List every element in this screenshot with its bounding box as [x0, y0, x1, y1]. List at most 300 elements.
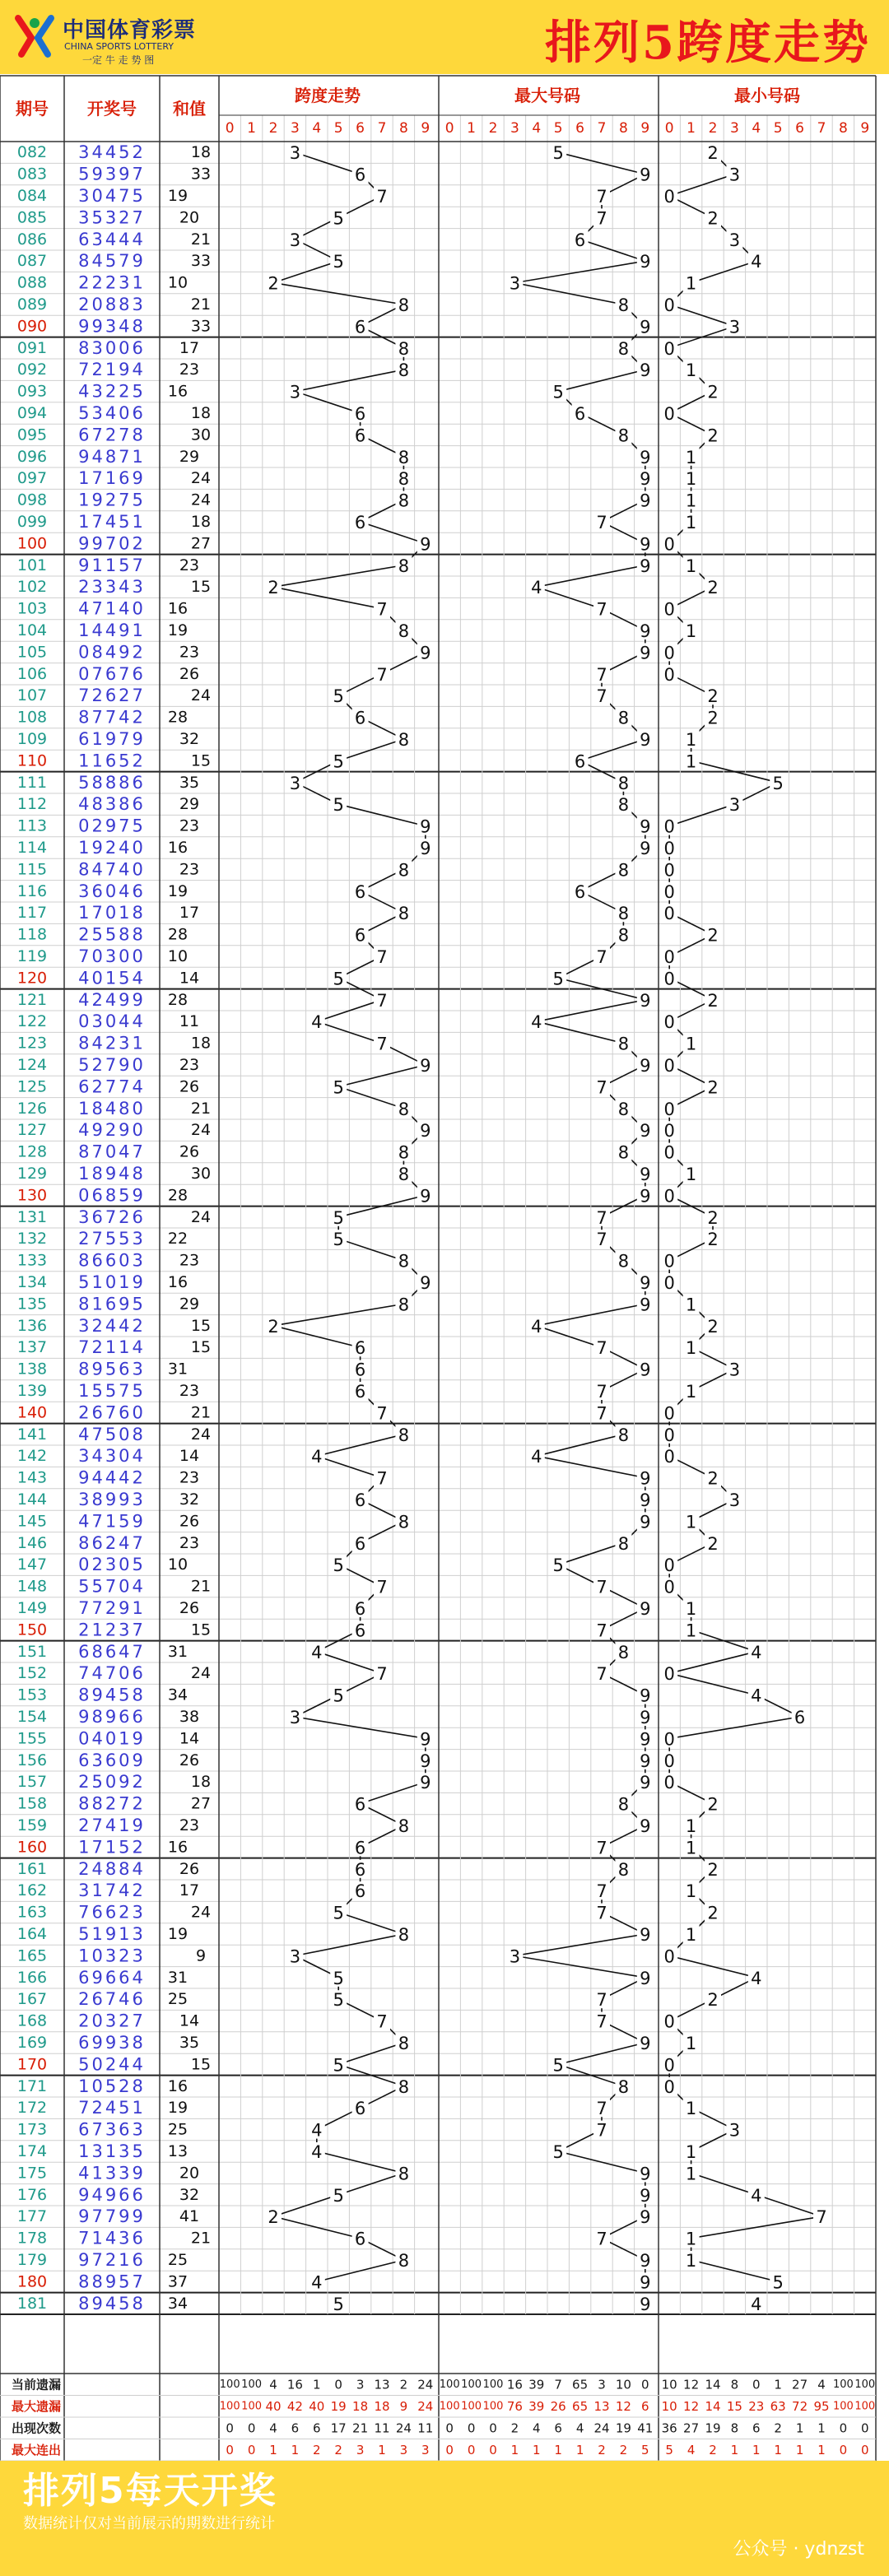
value-mark: 8 [398, 1295, 410, 1315]
draw-number: 83006 [78, 337, 146, 358]
draw-number: 13135 [78, 2141, 146, 2161]
draw-number: 21237 [78, 1620, 146, 1640]
value-mark: 5 [333, 1207, 344, 1228]
sum-value: 24 [190, 1121, 212, 1140]
issue-number: 106 [16, 664, 48, 683]
value-mark: 9 [640, 165, 651, 185]
value-mark: 5 [333, 1686, 344, 1706]
sum-value: 10 [167, 273, 189, 292]
stats-value: 21 [352, 2420, 369, 2436]
value-mark: 8 [398, 1816, 410, 1836]
value-mark: 7 [596, 664, 607, 685]
value-mark: 7 [376, 947, 388, 967]
digit-header: 3 [729, 120, 739, 137]
value-mark: 7 [596, 1838, 607, 1858]
draw-number: 42499 [78, 989, 146, 1010]
value-mark: 7 [596, 1664, 607, 1685]
value-mark: 8 [617, 708, 630, 728]
value-mark: 3 [728, 317, 741, 337]
draw-number: 70300 [78, 946, 146, 966]
stats-value: 1 [774, 2442, 782, 2457]
value-mark: 6 [574, 881, 586, 902]
draw-number: 48386 [78, 794, 146, 815]
sum-value: 31 [167, 1968, 189, 1987]
digit-header: 1 [467, 120, 477, 137]
digit-header: 6 [356, 120, 365, 137]
value-mark: 9 [640, 1599, 651, 1619]
stats-value: 100 [482, 2378, 504, 2391]
value-mark: 9 [640, 2185, 651, 2206]
value-mark: 1 [685, 1338, 697, 1359]
value-mark: 8 [617, 1642, 630, 1662]
value-mark: 2 [707, 925, 719, 946]
issue-number: 171 [16, 2076, 48, 2095]
value-mark: 6 [354, 1490, 366, 1510]
sum-value: 17 [179, 338, 200, 357]
value-mark: 5 [552, 1555, 564, 1576]
value-mark: 5 [333, 969, 344, 989]
sum-value: 26 [179, 1751, 200, 1769]
sum-value: 15 [190, 1338, 212, 1357]
draw-number: 91157 [78, 555, 146, 575]
value-mark: 6 [354, 1533, 366, 1554]
issue-number: 121 [16, 990, 48, 1009]
value-mark: 6 [354, 404, 366, 424]
value-mark: 4 [751, 1642, 762, 1662]
stats-value: 1 [378, 2442, 386, 2457]
stats-value: 3 [598, 2377, 606, 2392]
sum-value: 23 [179, 556, 200, 574]
stats-value: 95 [813, 2398, 830, 2414]
sum-value: 21 [190, 295, 212, 314]
issue-number: 132 [16, 1230, 48, 1248]
draw-number: 77291 [78, 1598, 146, 1618]
stats-label: 当前遗漏 [11, 2377, 62, 2392]
sum-value: 32 [179, 2185, 200, 2204]
stats-value: 4 [269, 2377, 277, 2392]
sum-value: 23 [179, 1056, 200, 1074]
draw-number: 69664 [78, 1967, 146, 1988]
value-mark: 8 [398, 730, 410, 750]
sum-value: 41 [179, 2207, 200, 2226]
value-mark: 7 [376, 1664, 388, 1685]
issue-number: 085 [16, 208, 48, 227]
stats-value: 0 [489, 2442, 497, 2457]
issue-number: 178 [16, 2229, 48, 2248]
digit-header: 9 [421, 120, 431, 137]
stats-value: 1 [730, 2442, 739, 2457]
value-mark: 5 [333, 208, 344, 229]
issue-number: 131 [16, 1207, 48, 1226]
value-mark: 1 [685, 2099, 697, 2119]
stats-value: 4 [817, 2377, 826, 2392]
value-mark: 2 [707, 1316, 719, 1337]
stats-value: 26 [550, 2398, 566, 2414]
sum-value: 24 [190, 469, 212, 488]
footer-title: 排列5每天开奖 [23, 2470, 277, 2512]
value-mark: 0 [663, 2011, 675, 2032]
sum-value: 26 [179, 1077, 200, 1096]
value-mark: 8 [398, 2034, 410, 2053]
value-mark: 2 [707, 708, 719, 728]
issue-number: 134 [16, 1273, 48, 1291]
issue-number: 120 [16, 969, 48, 988]
value-mark: 9 [640, 2294, 651, 2314]
value-mark: 4 [751, 1968, 762, 1988]
value-mark: 7 [596, 1903, 607, 1923]
stats-value: 3 [421, 2442, 430, 2457]
issue-number: 087 [16, 252, 48, 271]
issue-number: 091 [16, 338, 48, 357]
draw-number: 25588 [78, 924, 146, 945]
sum-value: 10 [167, 1555, 189, 1574]
issue-number: 116 [16, 881, 48, 900]
value-mark: 7 [596, 2011, 607, 2032]
stats-value: 100 [219, 2400, 240, 2413]
sum-value: 32 [179, 730, 200, 748]
value-mark: 5 [772, 773, 784, 793]
stats-value: 3 [356, 2377, 365, 2392]
issue-number: 179 [16, 2251, 48, 2269]
value-mark: 3 [289, 1708, 301, 1727]
sum-value: 22 [167, 1230, 189, 1248]
value-mark: 2 [707, 425, 719, 446]
draw-number: 94871 [78, 446, 146, 467]
issue-number: 166 [16, 1968, 48, 1987]
issue-number: 083 [16, 165, 48, 184]
stats-value: 2 [598, 2442, 606, 2457]
stats-value: 1 [795, 2442, 804, 2457]
value-mark: 9 [640, 2164, 651, 2184]
digit-header: 8 [398, 120, 408, 137]
value-mark: 0 [663, 1425, 675, 1445]
value-mark: 9 [640, 1490, 651, 1510]
value-mark: 9 [640, 2251, 651, 2271]
value-mark: 1 [685, 469, 697, 490]
value-mark: 8 [617, 1425, 630, 1445]
issue-number: 117 [16, 904, 48, 923]
value-mark: 9 [420, 1121, 431, 1142]
value-mark: 8 [398, 447, 410, 467]
draw-number: 47159 [78, 1511, 146, 1532]
issue-number: 136 [16, 1316, 48, 1335]
value-mark: 5 [552, 143, 564, 164]
draw-number: 17152 [78, 1837, 146, 1858]
value-mark: 7 [596, 1077, 607, 1098]
stats-value: 0 [489, 2420, 497, 2436]
value-mark: 9 [420, 1773, 431, 1793]
value-mark: 0 [663, 881, 675, 902]
value-mark: 4 [531, 1447, 542, 1467]
value-mark: 2 [707, 1077, 719, 1098]
draw-number: 55704 [78, 1576, 146, 1597]
draw-number: 74706 [78, 1663, 146, 1684]
issue-number: 160 [16, 1838, 48, 1857]
draw-number: 51913 [78, 1924, 146, 1944]
value-mark: 0 [663, 1186, 675, 1207]
value-mark: 6 [354, 708, 366, 728]
value-mark: 8 [398, 556, 410, 576]
sum-value: 18 [190, 513, 212, 531]
issue-number: 181 [16, 2294, 48, 2313]
value-mark: 9 [640, 1273, 651, 1293]
draw-number: 20327 [78, 2011, 146, 2031]
digit-header: 6 [575, 120, 585, 137]
value-mark: 3 [728, 165, 741, 185]
value-mark: 1 [685, 513, 697, 532]
sum-value: 19 [167, 881, 189, 900]
stats-value: 9 [399, 2398, 408, 2414]
draw-number: 67278 [78, 425, 146, 445]
section-header-1: 最大号码 [514, 86, 580, 105]
sum-value: 23 [179, 816, 200, 835]
value-mark: 8 [398, 904, 410, 924]
issue-number: 152 [16, 1664, 48, 1683]
issue-number: 105 [16, 643, 48, 662]
value-mark: 5 [333, 1555, 344, 1576]
sum-value: 18 [190, 1773, 212, 1792]
sum-value: 20 [179, 2164, 200, 2183]
value-mark: 7 [376, 1468, 388, 1489]
value-mark: 0 [663, 1729, 675, 1750]
stats-value: 0 [445, 2420, 454, 2436]
stats-value: 4 [533, 2420, 541, 2436]
stats-value: 65 [572, 2398, 589, 2414]
logo-subtitle: 一定 牛 走 势 图 [82, 54, 155, 66]
sum-value: 21 [190, 1577, 212, 1596]
value-mark: 3 [509, 1946, 521, 1967]
issue-number: 126 [16, 1099, 48, 1118]
issue-number: 156 [16, 1751, 48, 1769]
sum-value: 28 [167, 708, 189, 727]
stats-value: 100 [461, 2378, 482, 2391]
value-mark: 8 [617, 1142, 630, 1163]
value-mark: 2 [707, 1859, 719, 1880]
value-mark: 0 [663, 187, 675, 207]
draw-number: 27553 [78, 1229, 146, 1249]
draw-number: 89458 [78, 1685, 146, 1705]
issue-number: 114 [16, 839, 48, 857]
value-mark: 1 [685, 360, 697, 381]
issue-column-header: 期号 [16, 99, 49, 119]
value-mark: 8 [398, 1425, 410, 1445]
value-mark: 1 [685, 1599, 697, 1619]
issue-number: 104 [16, 621, 48, 639]
digit-header: 7 [377, 120, 387, 137]
draw-number: 53406 [78, 403, 146, 423]
value-mark: 7 [376, 2011, 388, 2032]
draw-number: 89458 [78, 2293, 146, 2313]
stats-value: 42 [286, 2398, 303, 2414]
draw-number: 27419 [78, 1816, 146, 1835]
value-mark: 7 [376, 187, 388, 207]
stats-value: 40 [265, 2398, 282, 2414]
draw-number: 32442 [78, 1315, 146, 1336]
sum-value: 27 [190, 534, 212, 553]
sum-value: 23 [179, 360, 200, 379]
stats-value: 63 [770, 2398, 786, 2414]
stats-value: 1 [533, 2442, 541, 2457]
value-mark: 0 [663, 1773, 675, 1793]
sum-value: 25 [167, 2251, 189, 2269]
stats-value: 14 [705, 2377, 721, 2392]
stats-value: 18 [374, 2398, 390, 2414]
value-mark: 9 [640, 556, 651, 576]
issue-number: 096 [16, 447, 48, 466]
stats-value: 6 [554, 2420, 562, 2436]
value-mark: 7 [376, 990, 388, 1011]
value-mark: 7 [596, 513, 607, 532]
value-mark: 8 [617, 338, 630, 359]
value-mark: 8 [617, 904, 630, 924]
draw-number: 30475 [78, 186, 146, 206]
draw-number: 50244 [78, 2054, 146, 2075]
issue-number: 159 [16, 1816, 48, 1834]
issue-number: 125 [16, 1077, 48, 1096]
draw-number: 10323 [78, 1946, 146, 1966]
stats-label: 最大遗漏 [11, 2398, 62, 2414]
value-mark: 9 [640, 1056, 651, 1076]
draw-number: 72194 [78, 360, 146, 380]
value-mark: 8 [617, 1034, 630, 1054]
value-mark: 2 [707, 382, 719, 402]
draw-number: 36046 [78, 881, 146, 901]
digit-header: 7 [597, 120, 607, 137]
value-mark: 9 [420, 1056, 431, 1076]
issue-number: 128 [16, 1142, 48, 1161]
stats-value: 65 [572, 2377, 589, 2392]
sum-value: 19 [167, 2099, 189, 2118]
value-mark: 3 [728, 1490, 741, 1510]
value-mark: 7 [596, 1382, 607, 1402]
sum-value: 19 [167, 1925, 189, 1943]
draw-number: 18480 [78, 1098, 146, 1118]
draw-number: 72451 [78, 2098, 146, 2118]
value-mark: 2 [707, 1903, 719, 1923]
value-mark: 7 [596, 1338, 607, 1359]
digit-header: 0 [225, 120, 235, 137]
sum-value: 28 [167, 990, 189, 1009]
stats-value: 5 [641, 2442, 649, 2457]
stats-value: 1 [774, 2377, 782, 2392]
stats-value: 3 [399, 2442, 408, 2457]
draw-number: 97799 [78, 2206, 146, 2227]
value-mark: 0 [663, 1555, 675, 1576]
value-mark: 2 [268, 1316, 279, 1337]
value-mark: 6 [354, 881, 366, 902]
value-mark: 9 [640, 1816, 651, 1836]
issue-number: 090 [16, 317, 48, 336]
value-mark: 1 [685, 1295, 697, 1315]
value-mark: 9 [640, 839, 651, 858]
issue-number: 108 [16, 708, 48, 727]
sum-value: 18 [190, 143, 212, 162]
digit-header: 5 [333, 120, 343, 137]
page-title: 排列5跨度走势 [545, 16, 871, 70]
value-mark: 6 [354, 513, 366, 532]
value-mark: 2 [707, 1794, 719, 1815]
draw-number: 88272 [78, 1793, 146, 1814]
draw-number: 87742 [78, 707, 146, 728]
value-mark: 6 [354, 1859, 366, 1880]
draw-number: 76623 [78, 1902, 146, 1923]
digit-header: 9 [860, 120, 870, 137]
sum-value: 24 [190, 491, 212, 509]
value-mark: 5 [552, 2142, 564, 2162]
issue-number: 145 [16, 1512, 48, 1531]
issue-number: 153 [16, 1686, 48, 1704]
stats-value: 100 [854, 2378, 876, 2391]
value-mark: 1 [685, 2251, 697, 2271]
issue-number: 144 [16, 1490, 48, 1509]
sum-value: 15 [190, 2055, 212, 2074]
value-mark: 6 [574, 751, 586, 772]
draw-number: 63444 [78, 229, 146, 249]
value-mark: 7 [376, 1403, 388, 1424]
sum-value: 23 [179, 860, 200, 879]
value-mark: 4 [531, 578, 542, 598]
stats-value: 2 [709, 2442, 717, 2457]
section-header-2: 最小号码 [734, 86, 800, 105]
value-mark: 9 [640, 2034, 651, 2053]
issue-number: 175 [16, 2164, 48, 2183]
value-mark: 7 [376, 1034, 388, 1054]
sum-value: 24 [190, 1425, 212, 1444]
stats-value: 0 [641, 2377, 649, 2392]
stats-label: 出现次数 [11, 2420, 62, 2436]
draw-number: 98966 [78, 1707, 146, 1727]
value-mark: 7 [376, 599, 388, 620]
value-mark: 4 [751, 252, 762, 272]
value-mark: 1 [685, 273, 697, 294]
value-mark: 8 [398, 1251, 410, 1272]
draw-number: 02975 [78, 816, 146, 836]
draw-number: 99702 [78, 533, 146, 554]
value-mark: 0 [663, 1403, 675, 1424]
value-mark: 9 [640, 1165, 651, 1184]
value-mark: 6 [354, 1881, 366, 1902]
value-mark: 9 [640, 1186, 651, 1207]
sum-value: 21 [190, 230, 212, 249]
value-mark: 1 [685, 1838, 697, 1858]
value-mark: 1 [685, 1165, 697, 1184]
value-mark: 2 [707, 1990, 719, 2011]
issue-number: 177 [16, 2207, 48, 2226]
stats-value: 3 [356, 2442, 365, 2457]
value-mark: 8 [398, 1165, 410, 1184]
draw-number: 18948 [78, 1164, 146, 1183]
value-mark: 9 [640, 252, 651, 272]
issue-number: 169 [16, 2034, 48, 2052]
value-mark: 0 [663, 1142, 675, 1163]
value-mark: 0 [663, 1946, 675, 1967]
stats-value: 2 [774, 2420, 782, 2436]
stats-value: 2 [334, 2442, 342, 2457]
issue-number: 113 [16, 816, 48, 835]
value-mark: 9 [640, 1773, 651, 1793]
value-mark: 1 [685, 1620, 697, 1641]
value-mark: 2 [707, 1207, 719, 1228]
draw-number: 84579 [78, 251, 146, 272]
issue-number: 123 [16, 1034, 48, 1053]
value-mark: 0 [663, 1099, 675, 1119]
value-mark: 9 [420, 1729, 431, 1750]
value-mark: 7 [376, 664, 388, 685]
draw-number: 38993 [78, 1490, 146, 1509]
value-mark: 0 [663, 1664, 675, 1685]
issue-number: 109 [16, 730, 48, 748]
sum-value: 25 [167, 1990, 189, 2009]
